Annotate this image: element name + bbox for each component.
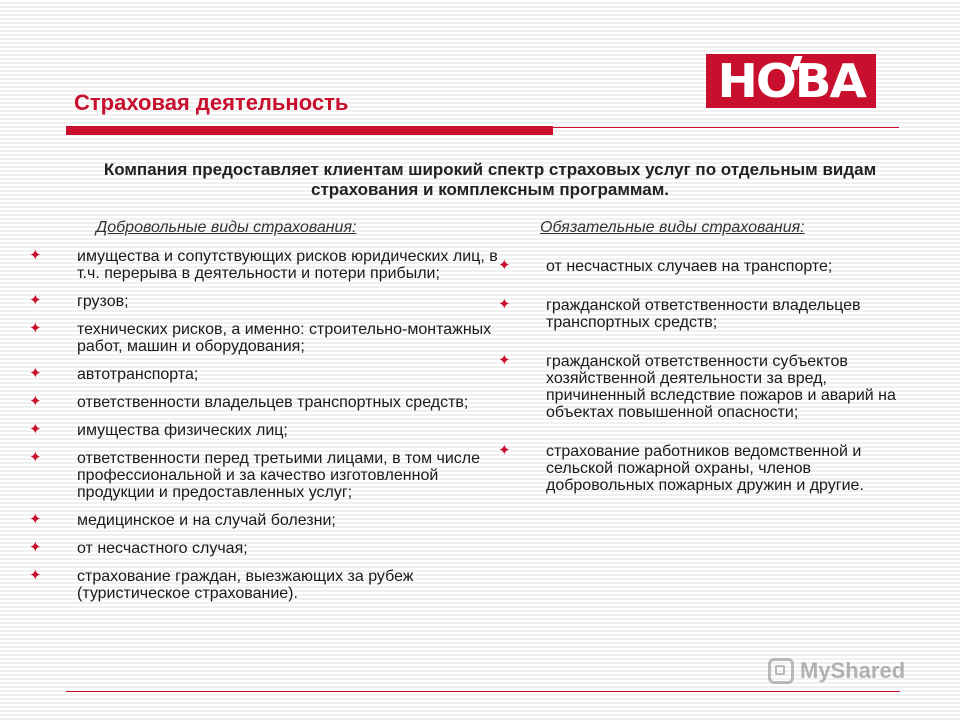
star-bullet-icon: ✦ — [498, 442, 511, 459]
logo-text: НОВА — [717, 54, 865, 108]
star-bullet-icon: ✦ — [29, 247, 42, 264]
list-item-text: технических рисков, а именно: строительно-монтажных работ, машин и оборудования; — [77, 321, 492, 355]
list-item — [29, 422, 509, 439]
list-item — [29, 321, 509, 355]
list-item — [498, 258, 918, 275]
list-item-text: гражданской ответственности владельцев транспортных средств; — [546, 297, 861, 331]
list-item — [29, 293, 509, 310]
star-bullet-icon: ✦ — [29, 393, 42, 410]
list-item-text: страхование работников ведомственной и сельской пожарной охраны, членов добровольных пожарных дружин и другие. — [546, 443, 864, 494]
list-item-text: от несчастных случаев на транспорте; — [546, 258, 833, 275]
voluntary-list — [29, 248, 509, 602]
voluntary-heading: Добровольные виды страхования: — [96, 219, 357, 236]
star-bullet-icon: ✦ — [29, 292, 42, 309]
list-item-text: имущества и сопутствующих рисков юридических лиц, в т.ч. перерыва в деятельности и потери прибыли; — [77, 248, 498, 282]
list-item-text: имущества физических лиц; — [77, 422, 288, 439]
company-logo — [706, 54, 876, 108]
list-item-text: медицинское и на случай болезни; — [77, 512, 336, 529]
star-bullet-icon: ✦ — [498, 257, 511, 274]
watermark-text: MyShared — [800, 658, 906, 683]
star-bullet-icon: ✦ — [29, 421, 42, 438]
list-item-text: автотранспорта; — [77, 366, 199, 383]
star-bullet-icon: ✦ — [29, 511, 42, 528]
mandatory-list — [498, 258, 918, 494]
mandatory-heading: Обязательные виды страхования: — [540, 219, 805, 236]
list-item-text: грузов; — [77, 293, 129, 310]
list-item — [29, 540, 509, 557]
title-underline-thick — [66, 126, 553, 135]
list-item — [498, 443, 918, 494]
myshared-logo-icon — [768, 658, 794, 684]
star-bullet-icon: ✦ — [498, 296, 511, 313]
star-bullet-icon: ✦ — [29, 365, 42, 382]
list-item — [29, 366, 509, 383]
list-item — [29, 394, 509, 411]
title-underline-thin — [553, 127, 899, 128]
list-item-text: ответственности перед третьими лицами, в том числе профессиональной и за качество изготовленной продукции и предоставленных услуг; — [77, 450, 481, 501]
intro-text: Компания предоставляет клиентам широкий спектр страховых услуг по отдельным видам страхования и комплексным программам. — [103, 160, 877, 199]
footer-rule — [66, 691, 900, 692]
watermark — [768, 658, 905, 684]
star-bullet-icon: ✦ — [29, 320, 42, 337]
slide-title: Страховая деятельность — [74, 90, 349, 115]
star-bullet-icon: ✦ — [29, 449, 42, 466]
star-bullet-icon: ✦ — [29, 567, 42, 584]
list-item — [498, 297, 918, 331]
list-item — [29, 248, 509, 282]
list-item-text: страхование граждан, выезжающих за рубеж (туристическое страхование). — [77, 568, 414, 602]
list-item — [498, 353, 918, 421]
list-item — [29, 568, 509, 602]
star-bullet-icon: ✦ — [498, 352, 511, 369]
list-item-text: ответственности владельцев транспортных средств; — [77, 394, 469, 411]
list-item-text: гражданской ответственности субъектов хозяйственной деятельности за вред, причиненный вследствие пожаров и аварий на объектах повышенной опасности; — [546, 353, 896, 421]
list-item-text: от несчастного случая; — [77, 540, 248, 557]
star-bullet-icon: ✦ — [29, 539, 42, 556]
list-item — [29, 450, 509, 501]
list-item — [29, 512, 509, 529]
